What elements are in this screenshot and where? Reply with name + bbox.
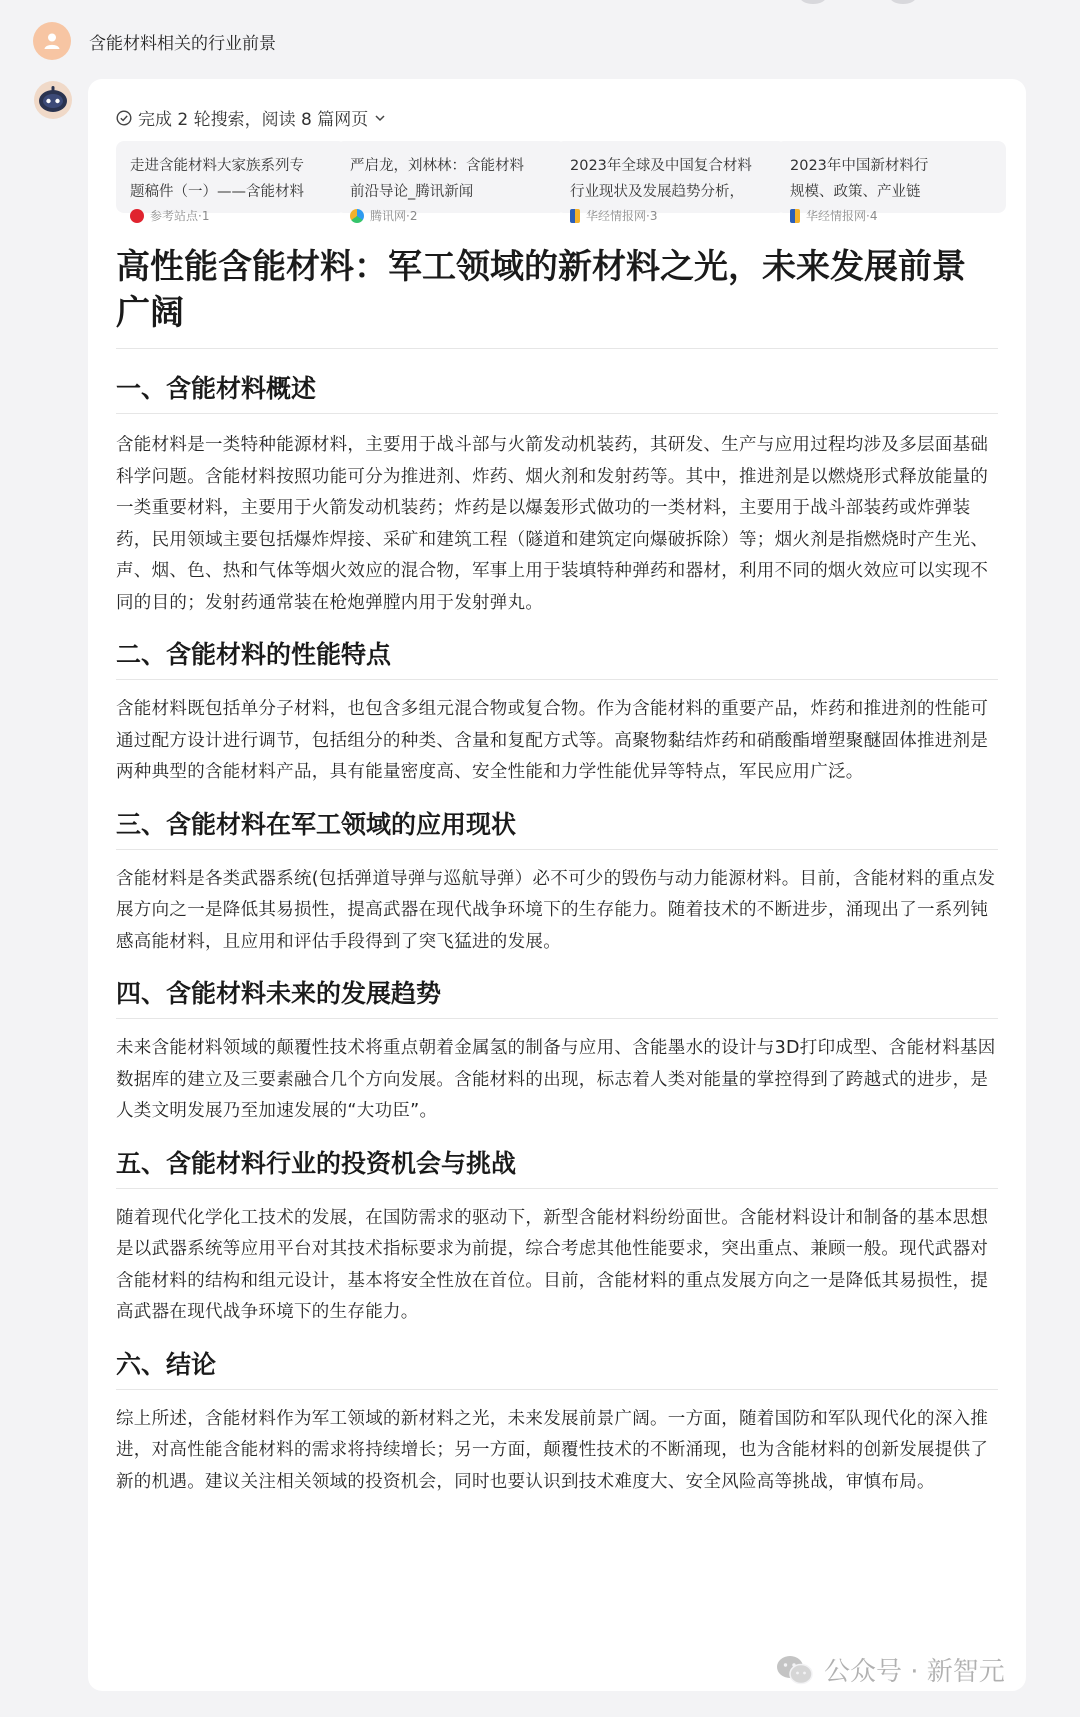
source-list [116, 141, 998, 223]
robot-avatar-icon [33, 80, 73, 120]
user-avatar-icon [33, 22, 71, 60]
section-body: 综上所述，含能材料作为军工领域的新材料之光，未来发展前景广阔。一方面，随着国防和军队现代化的深入推进，对高性能含能材料的需求将持续增长；另一方面，颠覆性技术的不断涌现，也为含能材料的创新发展提供了新的机遇。建议关注相关领域的投资机会，同时也要认识到技术难度大、安全风险高等挑战，审慎布局。 [116, 1408, 989, 1492]
wechat-icon [776, 1654, 814, 1686]
check-circle-icon [116, 110, 132, 126]
tencent-logo-icon [350, 209, 364, 223]
source-title: 2023年全球及中国复合材料 行业现状及发展趋势分析， [570, 158, 752, 200]
section-body: 含能材料是各类武器系统(包括弹道导弹与巡航导弹）必不可少的毁伤与动力能源材料。目前，含能材料的重点发展方向之一是降低其易损性，提高武器在现代战争环境下的生存能力。随着技术的不断进步，涌现出了一系列钝感高能材料，且应用和评估手段得到了突飞猛进的发展。 [116, 868, 996, 952]
section-heading: 四、含能材料未来的发展趋势 [116, 976, 998, 1019]
chevron-down-icon [374, 112, 386, 124]
source-site: 参考站点·1 [150, 209, 210, 223]
search-summary-toggle[interactable] [116, 105, 386, 130]
section-heading: 三、含能材料在军工领域的应用现状 [116, 807, 998, 850]
site-logo-icon [570, 209, 580, 223]
search-summary-text: 完成 2 轮搜索，阅读 8 篇网页 [138, 110, 369, 130]
site-logo-icon [790, 209, 800, 223]
user-question-text: 含能材料相关的行业前景 [89, 33, 276, 54]
toolbar-dot [890, 0, 916, 4]
watermark [776, 1651, 1005, 1688]
section-heading: 一、含能材料概述 [116, 371, 998, 414]
source-title: 严启龙，刘林林：含能材料 前沿导论_腾讯新闻 [350, 158, 524, 200]
source-card[interactable] [116, 141, 346, 223]
top-toolbar-fragment [800, 0, 940, 6]
source-card[interactable] [336, 141, 566, 223]
section-heading: 五、含能材料行业的投资机会与挑战 [116, 1146, 998, 1189]
article-title: 高性能含能材料：军工领域的新材料之光，未来发展前景广阔 [116, 244, 998, 349]
source-site: 华经情报网·4 [806, 209, 878, 223]
section-heading: 六、结论 [116, 1347, 998, 1390]
site-logo-icon [130, 209, 144, 223]
source-title: 走进含能材料大家族系列专 题稿件（一）——含能材料 [130, 158, 304, 200]
section-body: 含能材料既包括单分子材料，也包含多组元混合物或复合物。作为含能材料的重要产品，炸药和推进剂的性能可通过配方设计进行调节，包括组分的种类、含量和复配方式等。高聚物黏结炸药和硝酸酯增塑聚醚固体推进剂是两种典型的含能材料产品，具有能量密度高、安全性能和力学性能优异等特点，军民应用广泛。 [116, 699, 989, 782]
toolbar-dot [800, 0, 826, 4]
section-body: 随着现代化学化工技术的发展，在国防需求的驱动下，新型含能材料纷纷面世。含能材料设计和制备的基本思想是以武器系统等应用平台对其技术指标要求为前提，综合考虑其他性能要求，突出重点、兼顾一般。现代武器对含能材料的结构和组元设计，基本将安全性放在首位。目前，含能材料的重点发展方向之一是降低其易损性，提高武器在现代战争环境下的生存能力。 [116, 1207, 989, 1322]
assistant-answer-card [88, 79, 1026, 1691]
source-site: 腾讯网·2 [370, 209, 418, 223]
section-body: 含能材料是一类特种能源材料，主要用于战斗部与火箭发动机装药，其研发、生产与应用过程均涉及多层面基础科学问题。含能材料按照功能可分为推进剂、炸药、烟火剂和发射药等。其中，推进剂是以燃烧形式释放能量的一类重要材料，主要用于火箭发动机装药；炸药是以爆轰形式做功的一类材料，主要用于战斗部装药或炸弹装药，民用领域主要包括爆炸焊接、采矿和建筑工程（隧道和建筑定向爆破拆除）等；烟火剂是指燃烧时产生光、声、烟、色、热和气体等烟火效应的混合物，军事上用于装填特种弹药和器材，利用不同的烟火效应可以实现不同的目的；发射药通常装在枪炮弹膛内用于发射弹丸。 [116, 435, 989, 613]
section-heading: 二、含能材料的性能特点 [116, 637, 998, 680]
source-card[interactable] [776, 141, 1006, 223]
source-card[interactable] [556, 141, 786, 223]
source-site: 华经情报网·3 [586, 209, 658, 223]
watermark-text: 公众号 · 新智元 [824, 1657, 1005, 1687]
source-title: 2023年中国新材料行 规模、政策、产业链 [790, 158, 929, 200]
answer-article [116, 244, 998, 1498]
section-body: 未来含能材料领域的颠覆性技术将重点朝着金属氢的制备与应用、含能墨水的设计与3D打印成型、含能材料基因数据库的建立及三要素融合几个方向发展。含能材料的出现，标志着人类对能量的掌控得到了跨越式的进步，是人类文明发展乃至加速发展的“大功臣”。 [116, 1038, 996, 1121]
user-message [33, 22, 276, 60]
